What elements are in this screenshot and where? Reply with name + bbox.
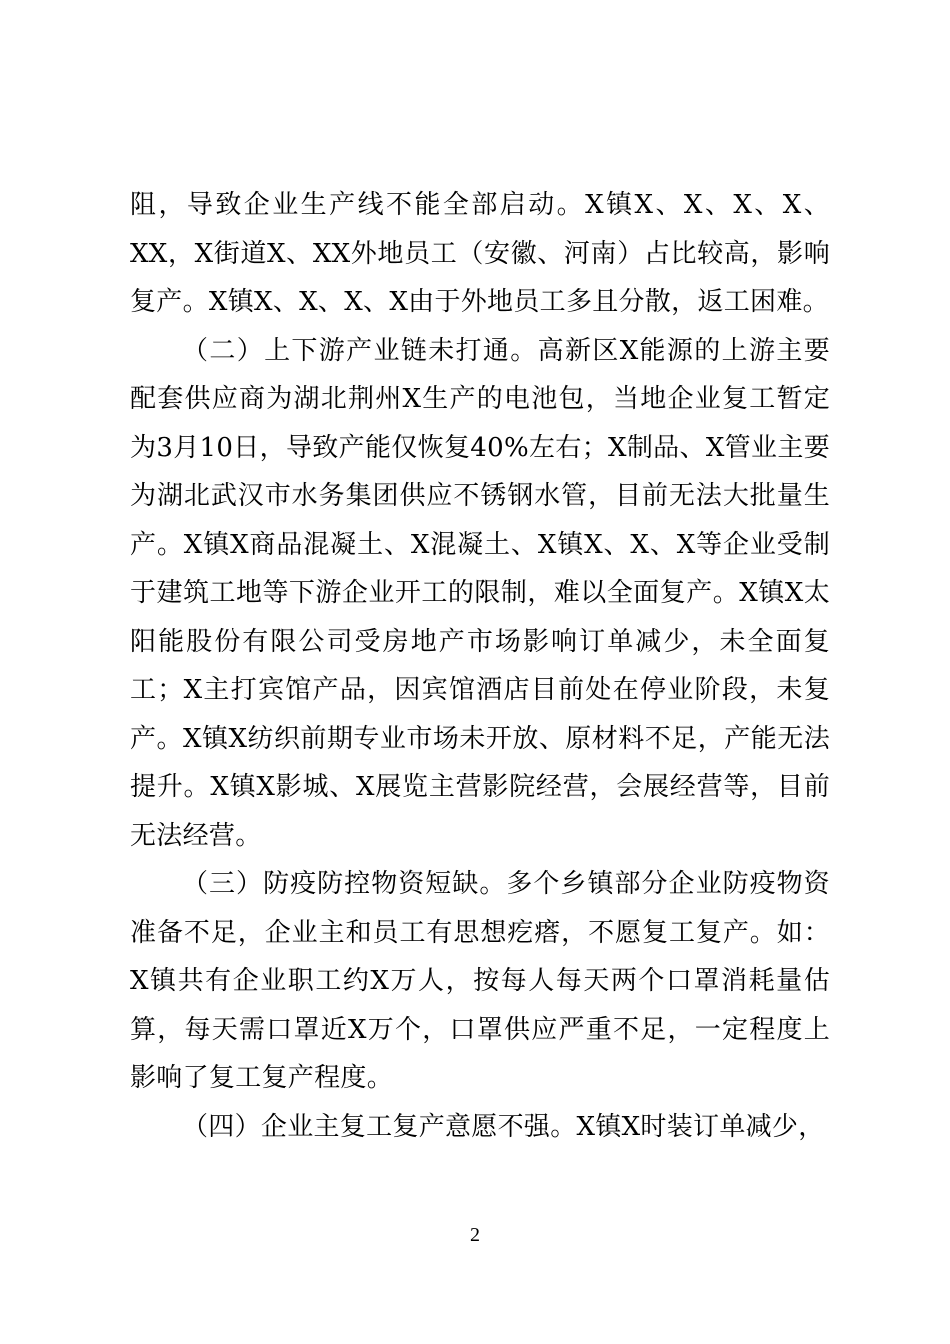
- paragraph-section-4: [130, 1103, 830, 1152]
- paragraph-text: 多个乡镇部分企业防疫物资准备不足，企业主和员工有思想疙瘩，不愿复工复产。如：X镇共有企业职工约X万人，按每人每天两个口罩消耗量估算，每天需口罩近X万个，口罩供应严重不足，一定程度上影响了复工复产程度。: [130, 869, 830, 1093]
- paragraph-section-3: [130, 860, 830, 1103]
- document-body: [130, 181, 830, 1151]
- paragraph-continued: [130, 181, 830, 327]
- section-heading-3: （三）防疫防控物资短缺。: [182, 869, 507, 899]
- section-heading-2: （二）上下游产业链未打通。: [182, 335, 538, 366]
- section-heading-4: （四）企业主复工复产意愿不强。: [182, 1111, 577, 1142]
- paragraph-section-2: [130, 327, 830, 861]
- page-number: 2: [470, 1224, 480, 1246]
- paragraph-text: 阻，导致企业生产线不能全部启动。X镇X、X、X、X、XX，X街道X、XX外地员工（安徽、河南）占比较高，影响复产。X镇X、X、X、X由于外地员工多且分散，返工困难。: [130, 190, 830, 317]
- paragraph-text: X镇X时装订单减少，: [576, 1111, 825, 1142]
- paragraph-text: 高新区X能源的上游主要配套供应商为湖北荆州X生产的电池包，当地企业复工暂定为3月10日，导致产能仅恢复40%左右；X制品、X管业主要为湖北武汉市水务集团供应不锈钢水管，目前无法大批量生产。X镇X商品混凝土、X混凝土、X镇X、X、X等企业受制于建筑工地等下游企业开工的限制，难以全面复产。X镇X太阳能股份有限公司受房地产市场影响订单减少，未全面复工；X主打宾馆产品，因宾馆酒店目前处在停业阶段，未复产。X镇X纺织前期专业市场未开放、原材料不足，产能无法提升。X镇X影城、X展览主营影院经营，会展经营等，目前无法经营。: [130, 335, 830, 851]
